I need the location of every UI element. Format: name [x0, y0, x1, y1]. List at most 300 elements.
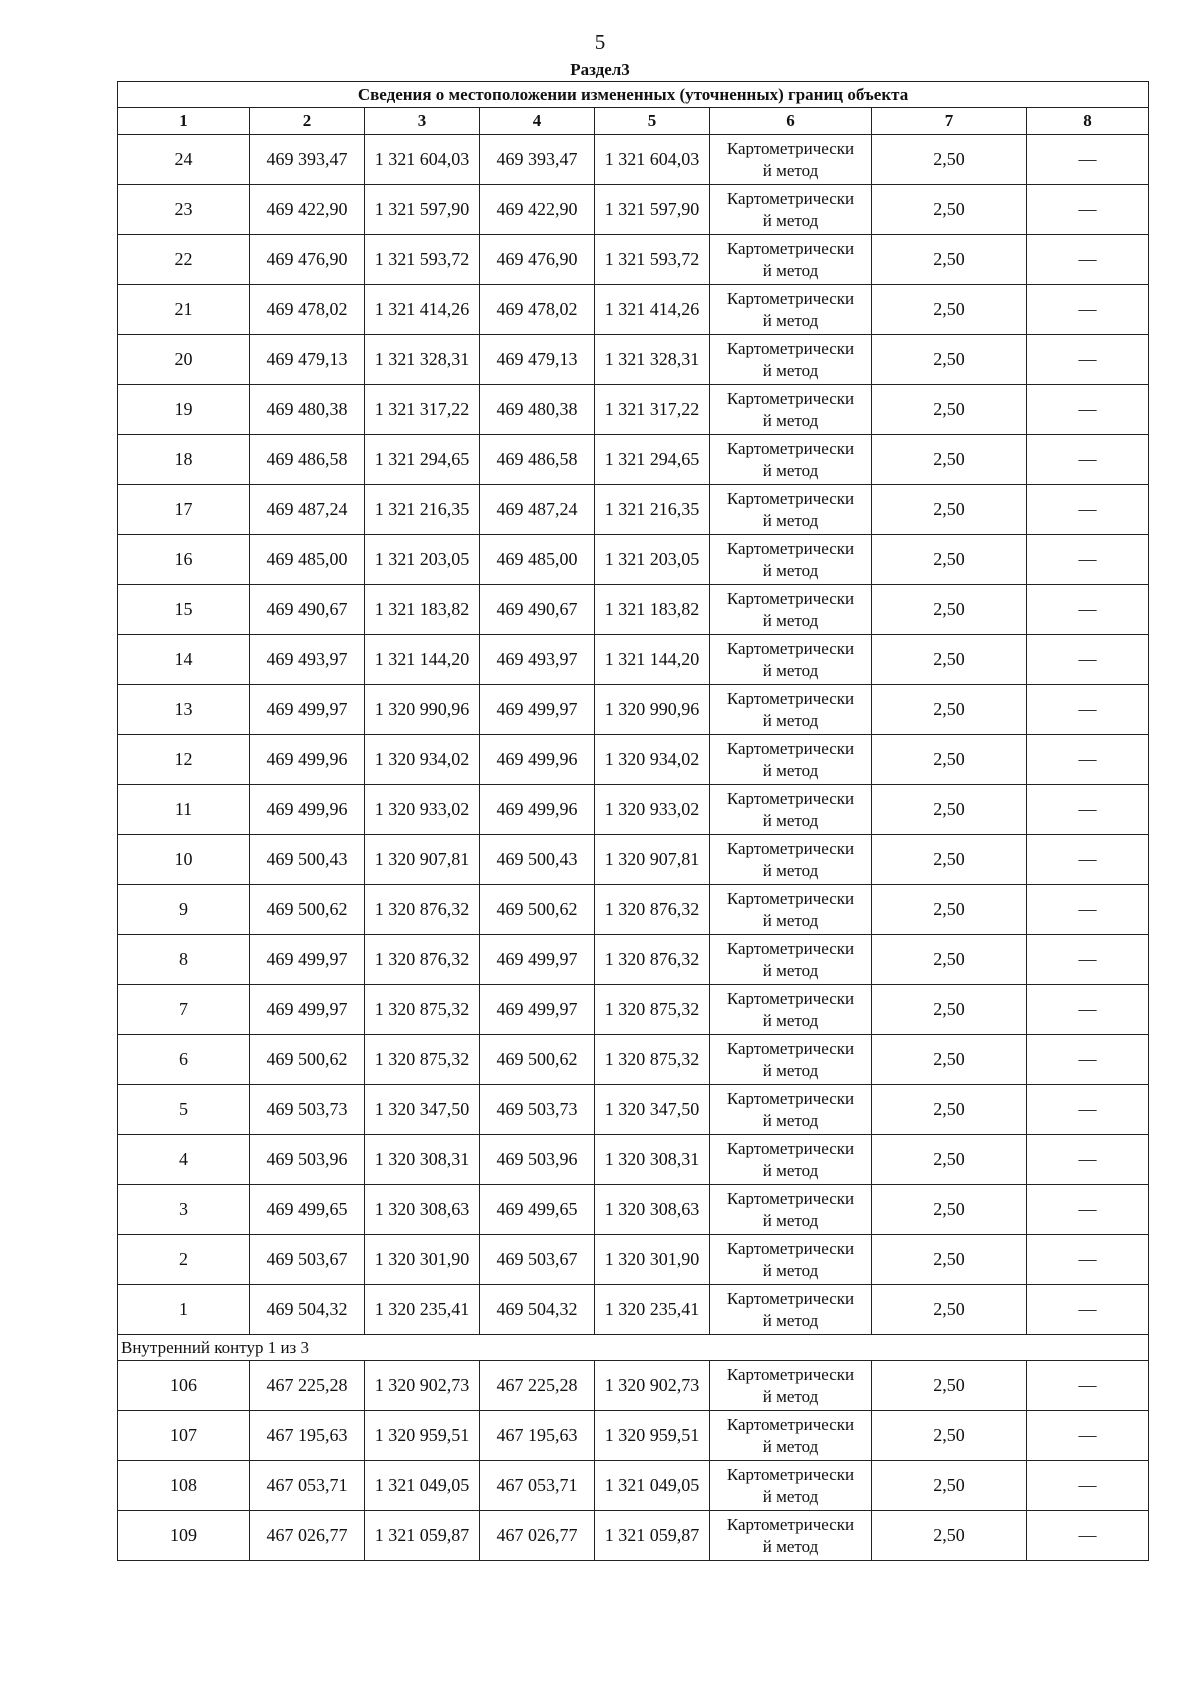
table-cell: 2,50: [872, 1185, 1027, 1235]
method-text-line-2: й метод: [762, 210, 819, 230]
method-cell: [710, 985, 872, 1035]
table-cell: 469 485,00: [480, 535, 595, 585]
table-cell: 1 321 294,65: [365, 435, 480, 485]
method-text-line-2: й метод: [762, 710, 819, 730]
table-cell: 469 500,43: [480, 835, 595, 885]
column-header: 1: [118, 108, 250, 135]
table-cell: 1 320 301,90: [365, 1235, 480, 1285]
method-cell: [710, 185, 872, 235]
section-title: Раздел3: [570, 60, 630, 79]
method-text-line-2: й метод: [762, 460, 819, 480]
table-cell: —: [1027, 935, 1149, 985]
method-text-line-2: й метод: [762, 1310, 819, 1330]
method-cell: [710, 685, 872, 735]
table-cell: 469 499,96: [250, 735, 365, 785]
table-cell: 467 195,63: [250, 1411, 365, 1461]
method-cell: [710, 535, 872, 585]
method-text-line-2: й метод: [762, 960, 819, 980]
table-cell: —: [1027, 435, 1149, 485]
table-cell: 1 320 875,32: [365, 985, 480, 1035]
method-text-line-1: Картометрически: [726, 638, 855, 658]
table-cell: 1 321 144,20: [365, 635, 480, 685]
method-cell: [710, 635, 872, 685]
table-cell: 1 320 907,81: [595, 835, 710, 885]
method-text-line-1: Картометрически: [726, 538, 855, 558]
method-cell: [710, 885, 872, 935]
table-cell: 469 503,67: [480, 1235, 595, 1285]
method-cell: [710, 235, 872, 285]
table-cell: 469 478,02: [480, 285, 595, 335]
method-cell: [710, 1285, 872, 1335]
method-text-line-2: й метод: [762, 760, 819, 780]
method-text-line-1: Картометрически: [726, 1038, 855, 1058]
method-cell: [710, 1035, 872, 1085]
table-cell: 1 321 059,87: [595, 1511, 710, 1561]
method-text-line-1: Картометрически: [726, 1238, 855, 1258]
table-cell: —: [1027, 835, 1149, 885]
table-cell: 15: [118, 585, 250, 635]
table-cell: 469 500,62: [250, 885, 365, 935]
table-cell: 2,50: [872, 535, 1027, 585]
table-cell: 467 026,77: [480, 1511, 595, 1561]
table-row: [118, 285, 1149, 335]
table-row: [118, 1285, 1149, 1335]
method-cell: [710, 435, 872, 485]
table-cell: 1 320 933,02: [365, 785, 480, 835]
table-cell: 467 225,28: [480, 1361, 595, 1411]
table-row: [118, 135, 1149, 185]
method-text-line-2: й метод: [762, 560, 819, 580]
table-cell: 469 487,24: [480, 485, 595, 535]
table-cell: 2: [118, 1235, 250, 1285]
method-text-line-2: й метод: [762, 860, 819, 880]
table-cell: —: [1027, 1285, 1149, 1335]
table-cell: 469 490,67: [480, 585, 595, 635]
table-cell: 2,50: [872, 985, 1027, 1035]
table-row: [118, 735, 1149, 785]
table-row: [118, 1511, 1149, 1561]
table-caption: Сведения о местоположении измененных (уточненных) границ объекта: [118, 82, 1149, 108]
table-cell: 469 504,32: [250, 1285, 365, 1335]
table-cell: 467 195,63: [480, 1411, 595, 1461]
table-cell: —: [1027, 985, 1149, 1035]
table-cell: 469 478,02: [250, 285, 365, 335]
table-cell: 3: [118, 1185, 250, 1235]
table-row: [118, 1185, 1149, 1235]
table-cell: 2,50: [872, 685, 1027, 735]
contour-label-row: [118, 1335, 1149, 1361]
table-cell: —: [1027, 1135, 1149, 1185]
table-cell: 1 320 990,96: [365, 685, 480, 735]
method-cell: [710, 835, 872, 885]
table-cell: 1 321 317,22: [365, 385, 480, 435]
table-cell: 467 225,28: [250, 1361, 365, 1411]
table-cell: 469 393,47: [480, 135, 595, 185]
table-cell: 469 393,47: [250, 135, 365, 185]
method-text-line-1: Картометрически: [726, 1464, 855, 1484]
boundary-coordinates-table: [117, 81, 1149, 1561]
table-cell: —: [1027, 335, 1149, 385]
method-text-line-2: й метод: [762, 1386, 819, 1406]
table-cell: 1 320 235,41: [365, 1285, 480, 1335]
table-cell: 2,50: [872, 185, 1027, 235]
table-cell: —: [1027, 485, 1149, 535]
table-cell: 109: [118, 1511, 250, 1561]
table-row: [118, 235, 1149, 285]
method-text-line-2: й метод: [762, 910, 819, 930]
method-cell: [710, 1511, 872, 1561]
method-text-line-2: й метод: [762, 1436, 819, 1456]
method-text-line-2: й метод: [762, 1160, 819, 1180]
table-cell: 469 504,32: [480, 1285, 595, 1335]
table-cell: 2,50: [872, 1035, 1027, 1085]
method-cell: [710, 1185, 872, 1235]
table-cell: 2,50: [872, 135, 1027, 185]
table-row: [118, 335, 1149, 385]
method-text-line-1: Картометрически: [726, 1138, 855, 1158]
method-text-line-1: Картометрически: [726, 1414, 855, 1434]
method-text-line-2: й метод: [762, 810, 819, 830]
table-cell: 469 503,73: [480, 1085, 595, 1135]
table-cell: 18: [118, 435, 250, 485]
table-cell: —: [1027, 1511, 1149, 1561]
table-cell: —: [1027, 1461, 1149, 1511]
method-cell: [710, 1135, 872, 1185]
table-cell: 17: [118, 485, 250, 535]
method-cell: [710, 1461, 872, 1511]
column-header: 3: [365, 108, 480, 135]
table-cell: 469 476,90: [480, 235, 595, 285]
table-row: [118, 535, 1149, 585]
page-number: 5: [594, 30, 606, 54]
table-cell: 1 320 347,50: [365, 1085, 480, 1135]
table-cell: 8: [118, 935, 250, 985]
table-cell: 1 320 875,32: [365, 1035, 480, 1085]
table-cell: —: [1027, 185, 1149, 235]
table-row: [118, 185, 1149, 235]
table-cell: —: [1027, 135, 1149, 185]
table-cell: 469 499,96: [480, 785, 595, 835]
table-cell: 469 499,97: [250, 685, 365, 735]
method-text-line-1: Картометрически: [726, 138, 855, 158]
table-cell: 469 499,97: [480, 685, 595, 735]
column-header: 4: [480, 108, 595, 135]
method-text-line-2: й метод: [762, 510, 819, 530]
table-row: [118, 1461, 1149, 1511]
table-cell: 469 503,67: [250, 1235, 365, 1285]
table-row: [118, 985, 1149, 1035]
table-row: [118, 1411, 1149, 1461]
table-cell: 1 321 183,82: [595, 585, 710, 635]
method-text-line-2: й метод: [762, 1536, 819, 1556]
table-cell: 106: [118, 1361, 250, 1411]
table-cell: 469 486,58: [250, 435, 365, 485]
table-cell: 467 053,71: [250, 1461, 365, 1511]
table-cell: —: [1027, 1185, 1149, 1235]
table-cell: 1 320 902,73: [595, 1361, 710, 1411]
method-text-line-2: й метод: [762, 360, 819, 380]
method-text-line-2: й метод: [762, 1486, 819, 1506]
table-header-row: [118, 108, 1149, 135]
table-cell: 1 321 059,87: [365, 1511, 480, 1561]
table-cell: 469 499,96: [480, 735, 595, 785]
method-text-line-1: Картометрически: [726, 938, 855, 958]
method-cell: [710, 935, 872, 985]
table-cell: 2,50: [872, 1511, 1027, 1561]
table-cell: 1 320 934,02: [365, 735, 480, 785]
table-cell: 1 321 049,05: [365, 1461, 480, 1511]
table-cell: —: [1027, 1361, 1149, 1411]
method-cell: [710, 485, 872, 535]
table-cell: 20: [118, 335, 250, 385]
table-row: [118, 935, 1149, 985]
table-cell: 14: [118, 635, 250, 685]
table-cell: 1 321 597,90: [365, 185, 480, 235]
method-cell: [710, 1361, 872, 1411]
table-cell: 2,50: [872, 1235, 1027, 1285]
method-text-line-1: Картометрически: [726, 1188, 855, 1208]
table-cell: 1 321 414,26: [595, 285, 710, 335]
method-text-line-2: й метод: [762, 310, 819, 330]
table-cell: 1 321 593,72: [365, 235, 480, 285]
contour-label: Внутренний контур 1 из 3: [118, 1335, 1149, 1361]
table-row: [118, 435, 1149, 485]
table-cell: 469 493,97: [480, 635, 595, 685]
table-cell: 2,50: [872, 835, 1027, 885]
table-row: [118, 835, 1149, 885]
table-cell: 469 480,38: [480, 385, 595, 435]
column-header: 2: [250, 108, 365, 135]
table-cell: 1 321 597,90: [595, 185, 710, 235]
method-text-line-1: Картометрически: [726, 988, 855, 1008]
method-text-line-2: й метод: [762, 660, 819, 680]
method-cell: [710, 735, 872, 785]
table-cell: 469 499,65: [480, 1185, 595, 1235]
method-cell: [710, 135, 872, 185]
table-cell: 2,50: [872, 1461, 1027, 1511]
table-row: [118, 1085, 1149, 1135]
table-cell: 467 053,71: [480, 1461, 595, 1511]
table-cell: 469 487,24: [250, 485, 365, 535]
table-cell: 2,50: [872, 435, 1027, 485]
method-text-line-1: Картометрически: [726, 788, 855, 808]
table-cell: 2,50: [872, 1361, 1027, 1411]
table-cell: 11: [118, 785, 250, 835]
table-cell: —: [1027, 885, 1149, 935]
table-cell: 9: [118, 885, 250, 935]
column-header: 6: [710, 108, 872, 135]
table-caption-row: [118, 82, 1149, 108]
table-cell: 1 320 347,50: [595, 1085, 710, 1135]
table-row: [118, 635, 1149, 685]
table-row: [118, 685, 1149, 735]
table-cell: 469 503,96: [480, 1135, 595, 1185]
method-text-line-2: й метод: [762, 1110, 819, 1130]
method-cell: [710, 335, 872, 385]
method-text-line-1: Картометрически: [726, 438, 855, 458]
table-cell: 1 320 876,32: [595, 935, 710, 985]
table-cell: 2,50: [872, 485, 1027, 535]
method-text-line-2: й метод: [762, 1060, 819, 1080]
method-cell: [710, 1411, 872, 1461]
table-cell: 10: [118, 835, 250, 885]
table-cell: 469 476,90: [250, 235, 365, 285]
method-text-line-1: Картометрически: [726, 488, 855, 508]
table-cell: —: [1027, 735, 1149, 785]
method-cell: [710, 285, 872, 335]
table-cell: 24: [118, 135, 250, 185]
table-cell: 2,50: [872, 235, 1027, 285]
table-cell: 4: [118, 1135, 250, 1185]
table-row: [118, 385, 1149, 435]
table-cell: 469 499,97: [250, 935, 365, 985]
column-header: 5: [595, 108, 710, 135]
table-cell: 469 500,43: [250, 835, 365, 885]
table-cell: 1 320 875,32: [595, 1035, 710, 1085]
table-cell: 1 321 317,22: [595, 385, 710, 435]
table-cell: —: [1027, 385, 1149, 435]
table-cell: 469 479,13: [250, 335, 365, 385]
table-cell: —: [1027, 1035, 1149, 1085]
table-cell: 1 320 959,51: [595, 1411, 710, 1461]
table-cell: —: [1027, 1085, 1149, 1135]
method-cell: [710, 385, 872, 435]
table-cell: 1 320 902,73: [365, 1361, 480, 1411]
table-cell: 1 321 593,72: [595, 235, 710, 285]
method-text-line-2: й метод: [762, 1210, 819, 1230]
table-cell: —: [1027, 285, 1149, 335]
table-cell: 7: [118, 985, 250, 1035]
table-row: [118, 1135, 1149, 1185]
method-text-line-1: Картометрически: [726, 688, 855, 708]
table-cell: 12: [118, 735, 250, 785]
method-text-line-1: Картометрически: [726, 738, 855, 758]
table-cell: 469 490,67: [250, 585, 365, 635]
method-text-line-1: Картометрически: [726, 188, 855, 208]
table-cell: 16: [118, 535, 250, 585]
method-text-line-1: Картометрически: [726, 588, 855, 608]
method-text-line-1: Картометрически: [726, 388, 855, 408]
table-row: [118, 1035, 1149, 1085]
table-cell: 1 321 328,31: [595, 335, 710, 385]
table-cell: 469 500,62: [480, 885, 595, 935]
table-cell: 2,50: [872, 885, 1027, 935]
table-cell: —: [1027, 1411, 1149, 1461]
table-row: [118, 585, 1149, 635]
table-cell: —: [1027, 585, 1149, 635]
method-text-line-1: Картометрически: [726, 888, 855, 908]
table-cell: 1 320 301,90: [595, 1235, 710, 1285]
table-cell: 469 485,00: [250, 535, 365, 585]
table-cell: 2,50: [872, 735, 1027, 785]
table-cell: 467 026,77: [250, 1511, 365, 1561]
table-row: [118, 1235, 1149, 1285]
table-cell: 2,50: [872, 585, 1027, 635]
table-cell: 1 320 875,32: [595, 985, 710, 1035]
table-cell: 469 486,58: [480, 435, 595, 485]
table-cell: 1 321 604,03: [595, 135, 710, 185]
table-cell: 21: [118, 285, 250, 335]
table-cell: 1 320 876,32: [365, 935, 480, 985]
table-cell: —: [1027, 235, 1149, 285]
method-text-line-2: й метод: [762, 1260, 819, 1280]
method-text-line-2: й метод: [762, 260, 819, 280]
table-cell: —: [1027, 635, 1149, 685]
table-cell: 2,50: [872, 1135, 1027, 1185]
table-cell: 1 321 216,35: [365, 485, 480, 535]
table-cell: 1 320 959,51: [365, 1411, 480, 1461]
table-cell: 13: [118, 685, 250, 735]
method-cell: [710, 1235, 872, 1285]
table-cell: 6: [118, 1035, 250, 1085]
table-cell: 1 321 203,05: [595, 535, 710, 585]
method-cell: [710, 585, 872, 635]
table-cell: 1 320 308,63: [595, 1185, 710, 1235]
method-text-line-1: Картометрически: [726, 838, 855, 858]
table-cell: 469 500,62: [250, 1035, 365, 1085]
table-cell: 1 321 294,65: [595, 435, 710, 485]
table-cell: 1 320 308,63: [365, 1185, 480, 1235]
table-cell: 1 321 414,26: [365, 285, 480, 335]
table-cell: 1: [118, 1285, 250, 1335]
table-cell: 469 503,96: [250, 1135, 365, 1185]
column-header: 8: [1027, 108, 1149, 135]
table-cell: 1 321 216,35: [595, 485, 710, 535]
table-cell: 5: [118, 1085, 250, 1135]
method-text-line-1: Картометрически: [726, 1364, 855, 1384]
table-cell: 2,50: [872, 935, 1027, 985]
method-text-line-1: Картометрически: [726, 1514, 855, 1534]
table-cell: 1 321 203,05: [365, 535, 480, 585]
table-cell: 107: [118, 1411, 250, 1461]
table-cell: 2,50: [872, 385, 1027, 435]
table-cell: 469 499,65: [250, 1185, 365, 1235]
table-cell: —: [1027, 785, 1149, 835]
method-text-line-1: Картометрически: [726, 338, 855, 358]
table-cell: 22: [118, 235, 250, 285]
method-cell: [710, 785, 872, 835]
table-cell: 469 499,97: [250, 985, 365, 1035]
table-row: [118, 1361, 1149, 1411]
table-cell: —: [1027, 535, 1149, 585]
table-cell: 2,50: [872, 1285, 1027, 1335]
table-cell: 1 320 308,31: [595, 1135, 710, 1185]
method-text-line-1: Картометрически: [726, 288, 855, 308]
table-row: [118, 785, 1149, 835]
table-cell: 1 321 183,82: [365, 585, 480, 635]
table-row: [118, 885, 1149, 935]
table-cell: 19: [118, 385, 250, 435]
table-cell: 1 320 235,41: [595, 1285, 710, 1335]
table-cell: 2,50: [872, 785, 1027, 835]
table-cell: 469 503,73: [250, 1085, 365, 1135]
table-cell: 2,50: [872, 635, 1027, 685]
table-cell: 469 499,97: [480, 985, 595, 1035]
method-text-line-1: Картометрически: [726, 238, 855, 258]
table-cell: 1 320 876,32: [595, 885, 710, 935]
table-cell: 2,50: [872, 335, 1027, 385]
table-cell: 1 320 876,32: [365, 885, 480, 935]
table-cell: 469 422,90: [480, 185, 595, 235]
table-cell: 2,50: [872, 1085, 1027, 1135]
table-cell: 469 479,13: [480, 335, 595, 385]
method-text-line-2: й метод: [762, 410, 819, 430]
table-cell: —: [1027, 685, 1149, 735]
method-text-line-1: Картометрически: [726, 1088, 855, 1108]
table-cell: 1 321 144,20: [595, 635, 710, 685]
table-cell: 2,50: [872, 1411, 1027, 1461]
table-cell: 469 499,96: [250, 785, 365, 835]
